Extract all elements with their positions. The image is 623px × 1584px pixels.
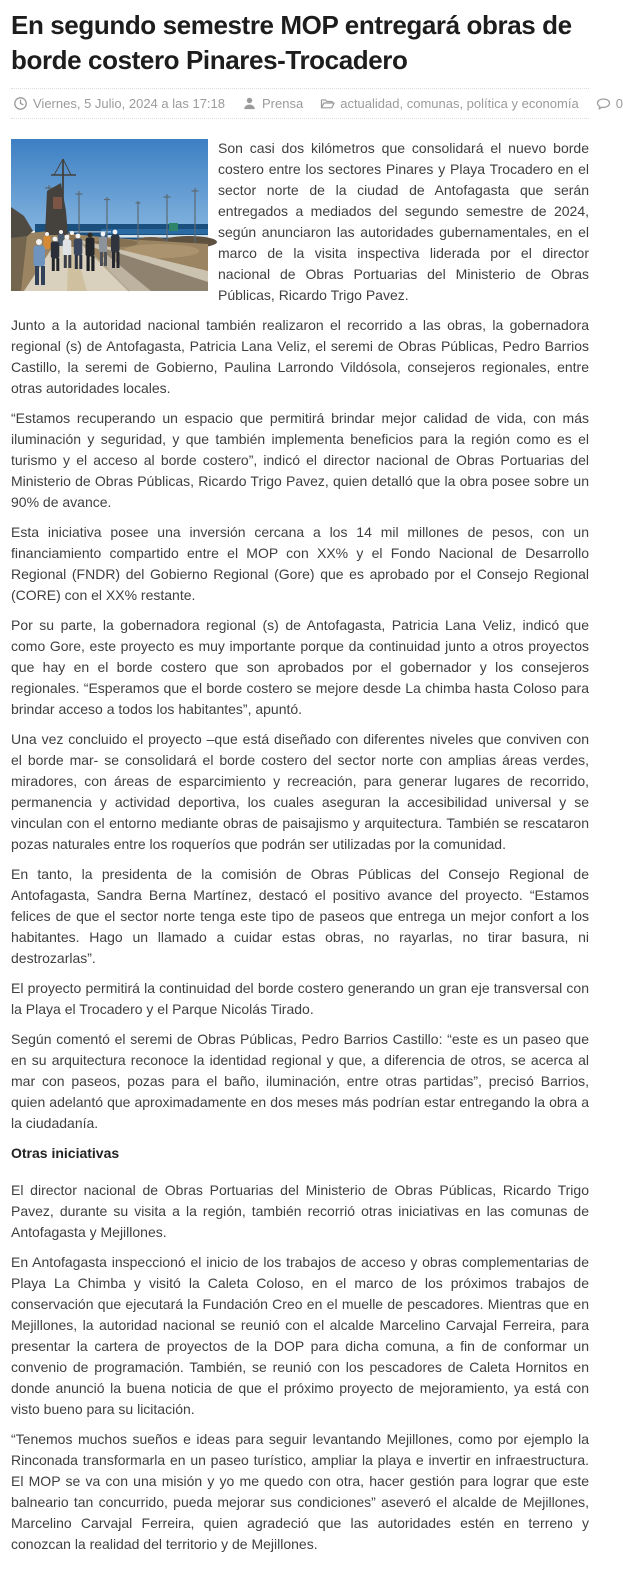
article-paragraph: Esta iniciativa posee una inversión cercana a los 14 mil millones de pesos, con un financiamiento compartido entre el MOP con XX% y el Fondo Nacional de Desarrollo Regional (FNDR) del Gobierno Regional (Gore) que es aprobado por el Consejo Regional (CORE) con el XX% restante. — [11, 524, 589, 603]
clock-icon — [13, 96, 28, 111]
article-paragraph: El director nacional de Obras Portuarias del Ministerio de Obras Públicas, Ricardo Trigo Pavez, durante su visita a la región, también recorrió otras iniciativas en las comunas de Antofagasta y Mejillones. — [11, 1182, 589, 1240]
article-paragraph: Según comentó el seremi de Obras Públicas, Pedro Barrios Castillo: “este es un paseo que en su arquitectura reconoce la identidad regional y que, a diferencia de otros, se acerca al mar con paseos, pozas para el baño, iluminación, entre otras partidas”, precisó Barrios, quien adelantó que aproximadamente en dos meses más podrían estar entregando la obra a la ciudadanía. — [11, 1031, 589, 1131]
article-subheading: Otras iniciativas — [11, 1145, 120, 1161]
post-comments-count: 0 — [615, 96, 623, 111]
article-meta — [11, 88, 623, 119]
post-date-text: Viernes, 5 Julio, 2024 a las 17:18 — [33, 96, 226, 111]
article-paragraph: En Antofagasta inspeccionó el inicio de los trabajos de acceso y obras complementarias de Playa La Chimba y visitó la Caleta Coloso, en el marco de los próximos trabajos de conservación que ejecutará la Fundación Creo en el muelle de pescadores. Mientras que en Mejillones, la autoridad nacional se reunió con el alcalde Marcelino Carvajal Ferreira, para presentar la cartera de proyectos de la DOP para dicha comuna, a fin de conformar un convenio de programación. También, se reunió con los pescadores de Caleta Hornitos en donde anunció la buena noticia de que el próximo proyecto de mejoramiento, ya está con visto bueno para su licitación. — [11, 1254, 589, 1417]
post-author[interactable] — [242, 96, 303, 111]
folder-icon — [320, 96, 335, 111]
coastal-walkway-photo-graphic — [11, 139, 208, 291]
article-title: En segundo semestre MOP entregará obras de borde costero Pinares-Trocadero — [11, 10, 572, 75]
article-paragraph: Junto a la autoridad nacional también realizaron el recorrido a las obras, la gobernadora regional (s) de Antofagasta, Patricia Lana Veliz, el seremi de Obras Públicas, Pedro Barrios Castillo, la seremi de Gobierno, Paulina Larrondo Vildósola, consejeros regionales, entre otras autoridades locales. — [11, 317, 589, 396]
post-categories-text: actualidad, comunas, política y economía — [340, 96, 579, 111]
article-paragraph: “Estamos recuperando un espacio que permitirá brindar mejor calidad de vida, con más iluminación y seguridad, y que también implementa beneficios para la región como es el turismo y el acceso al borde costero”, indicó el director nacional de Obras Portuarias del Ministerio de Obras Públicas, Ricardo Trigo Pavez, quien detalló que la obra posee sobre un 90% de avance. — [11, 410, 589, 510]
user-icon — [242, 96, 257, 111]
article-photo — [11, 139, 208, 291]
post-date — [13, 96, 225, 111]
article-paragraph: Por su parte, la gobernadora regional (s) de Antofagasta, Patricia Lana Veliz, indicó que como Gore, este proyecto es muy importante porque da continuidad junto a otros proyectos que hay en el borde costero que son aprobados por el gobernador y los consejeros regionales. “Esperamos que el borde costero se mejore desde La chimba hasta Coloso para brindar acceso a todos los habitantes”, apuntó. — [11, 617, 589, 717]
article-paragraph: El proyecto permitirá la continuidad del borde costero generando un gran eje transversal con la Playa el Trocadero y el Parque Nicolás Tirado. — [11, 980, 589, 1017]
post-categories[interactable] — [320, 96, 578, 111]
article-content — [11, 119, 589, 1555]
article-paragraph: “Tenemos muchos sueños e ideas para seguir levantando Mejillones, como por ejemplo la Rinconada transformarla en un paseo turístico, ampliar la playa e invertir en infraestructura. El MOP se va con una misión y yo me quedo con otra, hacer gestión para lograr que este balneario tan concurrido, pueda mejorar sus condiciones” aseveró el alcalde de Mejillones, Marcelino Carvajal Ferreira, quien agradeció que las autoridades estén en terreno y conozcan la realidad del territorio y de Mejillones. — [11, 1431, 589, 1552]
post-comments[interactable] — [596, 96, 623, 111]
post-author-text: Prensa — [262, 96, 304, 111]
article-paragraph: En tanto, la presidenta de la comisión de Obras Públicas del Consejo Regional de Antofagasta, Sandra Berna Martínez, destacó el positivo avance del proyecto. “Estamos felices de que el sector norte tenga este tipo de paseos que entrega un mejor confort a los habitantes. Hago un llamado a cuidar estas obras, no rayarlas, no tirar basura, ni destrozarlas”. — [11, 866, 589, 966]
article-paragraph: Son casi dos kilómetros que consolidará el nuevo borde costero entre los sectores Pinares y Playa Trocadero en el sector norte de la ciudad de Antofagasta que serán entregados a mediados del segundo semestre de 2024, según anunciaron las autoridades gubernamentales, en el marco de la visita inspectiva liderada por el director nacional de Obras Portuarias del Ministerio de Obras Públicas, Ricardo Trigo Pavez. — [218, 140, 589, 303]
comment-icon — [596, 96, 611, 111]
article-paragraph: Una vez concluido el proyecto –que está diseñado con diferentes niveles que conviven con el borde mar- se consolidará el borde costero del sector norte con amplias áreas verdes, miradores, con áreas de esparcimiento y recreación, para generar lugares de recorrido, permanencia y actividad deportiva, los cuales aseguran la accesibilidad universal y se vinculan con el entorno mediante obras de paisajismo y arquitectura. También se rescataron pozas naturales entre los roqueríos que podrán ser utilizadas por la comunidad. — [11, 731, 589, 852]
